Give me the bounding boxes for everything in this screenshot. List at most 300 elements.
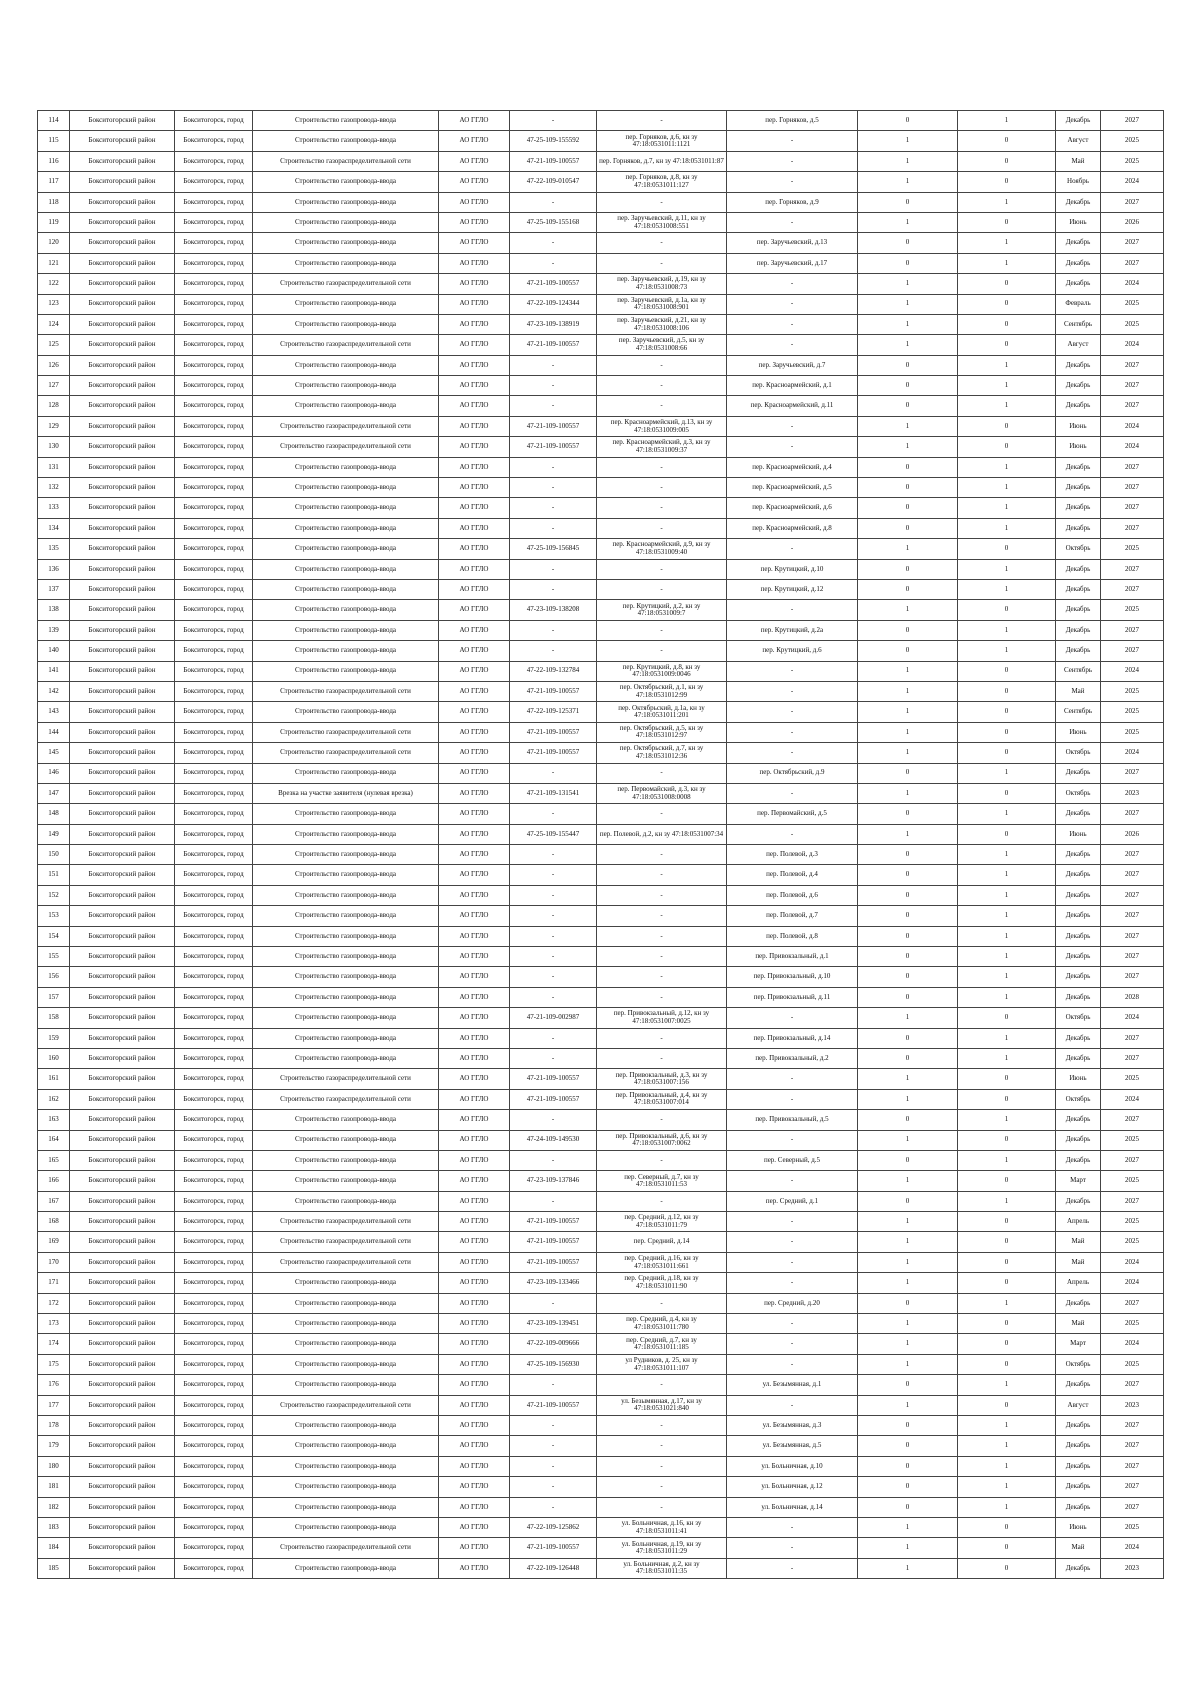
contract-number-cell: 47-21-109-100557	[510, 335, 597, 355]
count-planned-cell: 1	[958, 804, 1056, 824]
row-number: 130	[38, 437, 70, 457]
count-connected-cell: 1	[858, 1314, 958, 1334]
contract-number-cell: 47-21-109-100557	[510, 1089, 597, 1109]
settlement-cell: Бокситогорск, город	[175, 1212, 253, 1232]
year-cell: 2025	[1101, 1212, 1164, 1232]
year-cell: 2024	[1101, 437, 1164, 457]
count-connected-cell: 1	[858, 702, 958, 722]
year-cell: 2027	[1101, 1028, 1164, 1048]
count-connected-cell: 0	[858, 518, 958, 538]
work-type-cell: Строительство газопровода-ввода	[253, 947, 439, 967]
district-cell: Бокситогорский район	[70, 1314, 175, 1334]
connected-address-cell: пер. Горняков, д.6, кн зу 47:18:0531011:1121	[597, 131, 727, 151]
contract-number-cell: -	[510, 1375, 597, 1395]
organization-cell: АО ГГЛО	[439, 1558, 510, 1578]
count-planned-cell: 1	[958, 1477, 1056, 1497]
year-cell: 2026	[1101, 824, 1164, 844]
work-type-cell: Строительство газопровода-ввода	[253, 192, 439, 212]
district-cell: Бокситогорский район	[70, 253, 175, 273]
settlement-cell: Бокситогорск, город	[175, 1517, 253, 1537]
connected-address-cell: пер. Средний, д.14	[597, 1232, 727, 1252]
contract-number-cell: -	[510, 396, 597, 416]
settlement-cell: Бокситогорск, город	[175, 804, 253, 824]
connected-address-cell: пер. Крутицкий, д.2, кн зу 47:18:0531009:7	[597, 600, 727, 620]
planned-address-cell: -	[727, 172, 858, 192]
table-row	[38, 1375, 1164, 1395]
row-number: 145	[38, 743, 70, 763]
year-cell: 2027	[1101, 1293, 1164, 1313]
organization-cell: АО ГГЛО	[439, 967, 510, 987]
contract-number-cell: 47-21-109-100557	[510, 416, 597, 436]
connected-address-cell: пер. Горняков, д.8, кн зу 47:18:0531011:127	[597, 172, 727, 192]
organization-cell: АО ГГЛО	[439, 1293, 510, 1313]
settlement-cell: Бокситогорск, город	[175, 865, 253, 885]
settlement-cell: Бокситогорск, город	[175, 253, 253, 273]
work-type-cell: Строительство газопровода-ввода	[253, 376, 439, 396]
count-connected-cell: 0	[858, 1048, 958, 1068]
contract-number-cell: 47-24-109-149530	[510, 1130, 597, 1150]
contract-number-cell: -	[510, 885, 597, 905]
count-connected-cell: 0	[858, 865, 958, 885]
contract-number-cell: -	[510, 1293, 597, 1313]
district-cell: Бокситогорский район	[70, 1048, 175, 1068]
month-cell: Декабрь	[1056, 600, 1101, 620]
count-connected-cell: 1	[858, 661, 958, 681]
year-cell: 2027	[1101, 947, 1164, 967]
month-cell: Май	[1056, 1252, 1101, 1272]
count-planned-cell: 1	[958, 1150, 1056, 1170]
contract-number-cell: -	[510, 1150, 597, 1170]
count-connected-cell: 0	[858, 376, 958, 396]
count-planned-cell: 0	[958, 1273, 1056, 1293]
count-connected-cell: 0	[858, 233, 958, 253]
count-connected-cell: 1	[858, 274, 958, 294]
table-row	[38, 804, 1164, 824]
row-number: 124	[38, 314, 70, 334]
row-number: 150	[38, 845, 70, 865]
month-cell: Декабрь	[1056, 518, 1101, 538]
row-number: 160	[38, 1048, 70, 1068]
count-planned-cell: 0	[958, 1538, 1056, 1558]
connected-address-cell: -	[597, 763, 727, 783]
organization-cell: АО ГГЛО	[439, 355, 510, 375]
month-cell: Декабрь	[1056, 1477, 1101, 1497]
month-cell: Декабрь	[1056, 1497, 1101, 1517]
year-cell: 2024	[1101, 1334, 1164, 1354]
connected-address-cell: пер. Заручьевский, д.19, кн зу 47:18:0531008:73	[597, 274, 727, 294]
planned-address-cell: -	[727, 783, 858, 803]
work-type-cell: Строительство газопровода-ввода	[253, 804, 439, 824]
count-planned-cell: 0	[958, 539, 1056, 559]
table-row	[38, 1252, 1164, 1272]
district-cell: Бокситогорский район	[70, 294, 175, 314]
count-connected-cell: 0	[858, 1150, 958, 1170]
count-planned-cell: 1	[958, 457, 1056, 477]
count-connected-cell: 0	[858, 967, 958, 987]
year-cell: 2027	[1101, 763, 1164, 783]
planned-address-cell: ул. Безымянная, д.3	[727, 1416, 858, 1436]
planned-address-cell: пер. Привокзальный, д.10	[727, 967, 858, 987]
row-number: 185	[38, 1558, 70, 1578]
work-type-cell: Строительство газопровода-ввода	[253, 1375, 439, 1395]
count-connected-cell: 0	[858, 1110, 958, 1130]
row-number: 151	[38, 865, 70, 885]
organization-cell: АО ГГЛО	[439, 1048, 510, 1068]
contract-number-cell: 47-25-109-155592	[510, 131, 597, 151]
district-cell: Бокситогорский район	[70, 926, 175, 946]
count-planned-cell: 1	[958, 376, 1056, 396]
connected-address-cell: -	[597, 967, 727, 987]
row-number: 155	[38, 947, 70, 967]
connected-address-cell: пер. Средний, д.18, кн зу 47:18:0531011:90	[597, 1273, 727, 1293]
district-cell: Бокситогорский район	[70, 845, 175, 865]
work-type-cell: Строительство газопровода-ввода	[253, 1171, 439, 1191]
district-cell: Бокситогорский район	[70, 151, 175, 171]
contract-number-cell: -	[510, 498, 597, 518]
planned-address-cell: ул. Больничная, д.10	[727, 1456, 858, 1476]
count-planned-cell: 0	[958, 1334, 1056, 1354]
settlement-cell: Бокситогорск, город	[175, 1171, 253, 1191]
organization-cell: АО ГГЛО	[439, 172, 510, 192]
month-cell: Март	[1056, 1334, 1101, 1354]
contract-number-cell: -	[510, 1456, 597, 1476]
count-planned-cell: 1	[958, 233, 1056, 253]
count-connected-cell: 0	[858, 947, 958, 967]
table-row	[38, 151, 1164, 171]
table-row	[38, 661, 1164, 681]
row-number: 169	[38, 1232, 70, 1252]
count-connected-cell: 1	[858, 1130, 958, 1150]
organization-cell: АО ГГЛО	[439, 1456, 510, 1476]
organization-cell: АО ГГЛО	[439, 1436, 510, 1456]
organization-cell: АО ГГЛО	[439, 620, 510, 640]
year-cell: 2025	[1101, 1130, 1164, 1150]
month-cell: Декабрь	[1056, 906, 1101, 926]
connected-address-cell: -	[597, 1497, 727, 1517]
month-cell: Август	[1056, 131, 1101, 151]
planned-address-cell: пер. Средний, д.20	[727, 1293, 858, 1313]
month-cell: Октябрь	[1056, 1008, 1101, 1028]
settlement-cell: Бокситогорск, город	[175, 131, 253, 151]
organization-cell: АО ГГЛО	[439, 1110, 510, 1130]
district-cell: Бокситогорский район	[70, 355, 175, 375]
table-row	[38, 1273, 1164, 1293]
count-planned-cell: 1	[958, 1191, 1056, 1211]
district-cell: Бокситогорский район	[70, 579, 175, 599]
row-number: 146	[38, 763, 70, 783]
organization-cell: АО ГГЛО	[439, 885, 510, 905]
contract-number-cell: -	[510, 987, 597, 1007]
count-connected-cell: 1	[858, 824, 958, 844]
year-cell: 2024	[1101, 416, 1164, 436]
organization-cell: АО ГГЛО	[439, 478, 510, 498]
month-cell: Декабрь	[1056, 804, 1101, 824]
contract-number-cell: -	[510, 906, 597, 926]
district-cell: Бокситогорский район	[70, 457, 175, 477]
organization-cell: АО ГГЛО	[439, 376, 510, 396]
month-cell: Декабрь	[1056, 1191, 1101, 1211]
work-type-cell: Строительство газопровода-ввода	[253, 1517, 439, 1537]
year-cell: 2027	[1101, 620, 1164, 640]
work-type-cell: Строительство газопровода-ввода	[253, 906, 439, 926]
count-planned-cell: 0	[958, 1517, 1056, 1537]
count-connected-cell: 1	[858, 1354, 958, 1374]
month-cell: Декабрь	[1056, 1436, 1101, 1456]
row-number: 129	[38, 416, 70, 436]
contract-number-cell: 47-22-109-009666	[510, 1334, 597, 1354]
planned-address-cell: пер. Полевой, д.4	[727, 865, 858, 885]
organization-cell: АО ГГЛО	[439, 987, 510, 1007]
count-connected-cell: 1	[858, 681, 958, 701]
count-planned-cell: 1	[958, 396, 1056, 416]
row-number: 143	[38, 702, 70, 722]
organization-cell: АО ГГЛО	[439, 253, 510, 273]
month-cell: Декабрь	[1056, 396, 1101, 416]
settlement-cell: Бокситогорск, город	[175, 620, 253, 640]
contract-number-cell: -	[510, 253, 597, 273]
organization-cell: АО ГГЛО	[439, 1008, 510, 1028]
settlement-cell: Бокситогорск, город	[175, 1477, 253, 1497]
month-cell: Декабрь	[1056, 885, 1101, 905]
year-cell: 2027	[1101, 1110, 1164, 1130]
table-row	[38, 763, 1164, 783]
district-cell: Бокситогорский район	[70, 865, 175, 885]
work-type-cell: Строительство газопровода-ввода	[253, 1354, 439, 1374]
count-connected-cell: 0	[858, 1191, 958, 1211]
count-planned-cell: 0	[958, 416, 1056, 436]
work-type-cell: Строительство газопровода-ввода	[253, 1334, 439, 1354]
count-connected-cell: 0	[858, 906, 958, 926]
year-cell: 2025	[1101, 1517, 1164, 1537]
count-connected-cell: 1	[858, 1273, 958, 1293]
planned-address-cell: -	[727, 743, 858, 763]
contract-number-cell: -	[510, 926, 597, 946]
organization-cell: АО ГГЛО	[439, 457, 510, 477]
count-connected-cell: 1	[858, 1089, 958, 1109]
settlement-cell: Бокситогорск, город	[175, 1069, 253, 1089]
contract-number-cell: -	[510, 1028, 597, 1048]
settlement-cell: Бокситогорск, город	[175, 416, 253, 436]
row-number: 115	[38, 131, 70, 151]
planned-address-cell: -	[727, 294, 858, 314]
count-connected-cell: 1	[858, 437, 958, 457]
organization-cell: АО ГГЛО	[439, 824, 510, 844]
contract-number-cell: -	[510, 355, 597, 375]
count-connected-cell: 1	[858, 1334, 958, 1354]
year-cell: 2027	[1101, 1477, 1164, 1497]
work-type-cell: Строительство газопровода-ввода	[253, 1273, 439, 1293]
table-row	[38, 437, 1164, 457]
work-type-cell: Строительство газопровода-ввода	[253, 1293, 439, 1313]
district-cell: Бокситогорский район	[70, 1538, 175, 1558]
planned-address-cell: -	[727, 722, 858, 742]
settlement-cell: Бокситогорск, город	[175, 926, 253, 946]
settlement-cell: Бокситогорск, город	[175, 376, 253, 396]
planned-address-cell: пер. Заручьевский, д.7	[727, 355, 858, 375]
row-number: 161	[38, 1069, 70, 1089]
month-cell: Декабрь	[1056, 579, 1101, 599]
planned-address-cell: пер. Привокзальный, д.5	[727, 1110, 858, 1130]
year-cell: 2024	[1101, 1008, 1164, 1028]
year-cell: 2025	[1101, 600, 1164, 620]
contract-number-cell: -	[510, 111, 597, 131]
year-cell: 2027	[1101, 1497, 1164, 1517]
month-cell: Апрель	[1056, 1273, 1101, 1293]
contract-number-cell: 47-21-109-100557	[510, 151, 597, 171]
planned-address-cell: пер. Первомайский, д.5	[727, 804, 858, 824]
settlement-cell: Бокситогорск, город	[175, 722, 253, 742]
year-cell: 2025	[1101, 1314, 1164, 1334]
contract-number-cell: -	[510, 967, 597, 987]
planned-address-cell: пер. Привокзальный, д.11	[727, 987, 858, 1007]
district-cell: Бокситогорский район	[70, 987, 175, 1007]
table-row	[38, 416, 1164, 436]
work-type-cell: Строительство газораспределительной сети	[253, 1252, 439, 1272]
count-planned-cell: 1	[958, 1456, 1056, 1476]
connected-address-cell: пер. Заручьевский, д.1а, кн зу 47:18:0531008:901	[597, 294, 727, 314]
year-cell: 2027	[1101, 559, 1164, 579]
planned-address-cell: пер. Красноармейский, д.6	[727, 498, 858, 518]
connected-address-cell: -	[597, 1416, 727, 1436]
row-number: 163	[38, 1110, 70, 1130]
row-number: 121	[38, 253, 70, 273]
row-number: 137	[38, 579, 70, 599]
work-type-cell: Строительство газопровода-ввода	[253, 702, 439, 722]
district-cell: Бокситогорский район	[70, 1110, 175, 1130]
count-connected-cell: 0	[858, 926, 958, 946]
row-number: 183	[38, 1517, 70, 1537]
organization-cell: АО ГГЛО	[439, 111, 510, 131]
organization-cell: АО ГГЛО	[439, 498, 510, 518]
work-type-cell: Врезка на участке заявителя (нулевая врезка)	[253, 783, 439, 803]
table-row	[38, 376, 1164, 396]
year-cell: 2024	[1101, 661, 1164, 681]
table-row	[38, 355, 1164, 375]
settlement-cell: Бокситогорск, город	[175, 1314, 253, 1334]
contract-number-cell: -	[510, 641, 597, 661]
count-connected-cell: 1	[858, 722, 958, 742]
count-planned-cell: 1	[958, 579, 1056, 599]
contract-number-cell: -	[510, 579, 597, 599]
row-number: 172	[38, 1293, 70, 1313]
contract-number-cell: -	[510, 1436, 597, 1456]
month-cell: Сентябрь	[1056, 661, 1101, 681]
organization-cell: АО ГГЛО	[439, 865, 510, 885]
table-row	[38, 1497, 1164, 1517]
settlement-cell: Бокситогорск, город	[175, 233, 253, 253]
count-planned-cell: 1	[958, 1028, 1056, 1048]
year-cell: 2027	[1101, 967, 1164, 987]
row-number: 133	[38, 498, 70, 518]
settlement-cell: Бокситогорск, город	[175, 967, 253, 987]
settlement-cell: Бокситогорск, город	[175, 1375, 253, 1395]
count-connected-cell: 1	[858, 1252, 958, 1272]
settlement-cell: Бокситогорск, город	[175, 1558, 253, 1578]
settlement-cell: Бокситогорск, город	[175, 396, 253, 416]
connected-address-cell: пер. Заручьевский, д.11, кн зу 47:18:0531008:551	[597, 212, 727, 232]
connected-address-cell: -	[597, 865, 727, 885]
district-cell: Бокситогорский район	[70, 1497, 175, 1517]
table-row	[38, 1334, 1164, 1354]
year-cell: 2027	[1101, 885, 1164, 905]
connected-address-cell: пер. Октябрьский, д.5, кн зу 47:18:0531012:97	[597, 722, 727, 742]
district-cell: Бокситогорский район	[70, 641, 175, 661]
count-planned-cell: 0	[958, 314, 1056, 334]
settlement-cell: Бокситогорск, город	[175, 498, 253, 518]
planned-address-cell: пер. Заручьевский, д.17	[727, 253, 858, 273]
district-cell: Бокситогорский район	[70, 1293, 175, 1313]
row-number: 154	[38, 926, 70, 946]
year-cell: 2023	[1101, 783, 1164, 803]
district-cell: Бокситогорский район	[70, 1456, 175, 1476]
count-planned-cell: 0	[958, 1130, 1056, 1150]
planned-address-cell: -	[727, 416, 858, 436]
connected-address-cell: пер. Северный, д.7, кн зу 47:18:0531011:53	[597, 1171, 727, 1191]
table-body	[38, 111, 1164, 1579]
organization-cell: АО ГГЛО	[439, 1375, 510, 1395]
connected-address-cell: пер. Средний, д.4, кн зу 47:18:0531011:780	[597, 1314, 727, 1334]
row-number: 148	[38, 804, 70, 824]
year-cell: 2024	[1101, 172, 1164, 192]
planned-address-cell: пер. Красноармейский, д.1	[727, 376, 858, 396]
settlement-cell: Бокситогорск, город	[175, 212, 253, 232]
work-type-cell: Строительство газораспределительной сети	[253, 722, 439, 742]
year-cell: 2025	[1101, 131, 1164, 151]
organization-cell: АО ГГЛО	[439, 151, 510, 171]
year-cell: 2024	[1101, 1273, 1164, 1293]
settlement-cell: Бокситогорск, город	[175, 1008, 253, 1028]
contract-number-cell: 47-22-109-132784	[510, 661, 597, 681]
table-row	[38, 1558, 1164, 1578]
row-number: 182	[38, 1497, 70, 1517]
settlement-cell: Бокситогорск, город	[175, 783, 253, 803]
work-type-cell: Строительство газораспределительной сети	[253, 1089, 439, 1109]
organization-cell: АО ГГЛО	[439, 437, 510, 457]
year-cell: 2024	[1101, 335, 1164, 355]
settlement-cell: Бокситогорск, город	[175, 1110, 253, 1130]
count-connected-cell: 0	[858, 111, 958, 131]
count-planned-cell: 0	[958, 1314, 1056, 1334]
contract-number-cell: 47-21-109-100557	[510, 1069, 597, 1089]
organization-cell: АО ГГЛО	[439, 702, 510, 722]
row-number: 167	[38, 1191, 70, 1211]
district-cell: Бокситогорский район	[70, 478, 175, 498]
settlement-cell: Бокситогорск, город	[175, 1334, 253, 1354]
year-cell: 2027	[1101, 396, 1164, 416]
settlement-cell: Бокситогорск, город	[175, 1273, 253, 1293]
row-number: 122	[38, 274, 70, 294]
row-number: 158	[38, 1008, 70, 1028]
year-cell: 2028	[1101, 987, 1164, 1007]
settlement-cell: Бокситогорск, город	[175, 539, 253, 559]
count-planned-cell: 1	[958, 1436, 1056, 1456]
month-cell: Декабрь	[1056, 1110, 1101, 1130]
work-type-cell: Строительство газораспределительной сети	[253, 437, 439, 457]
year-cell: 2027	[1101, 111, 1164, 131]
table-row	[38, 885, 1164, 905]
planned-address-cell: пер. Горняков, д.5	[727, 111, 858, 131]
district-cell: Бокситогорский район	[70, 335, 175, 355]
year-cell: 2025	[1101, 722, 1164, 742]
month-cell: Декабрь	[1056, 1416, 1101, 1436]
planned-address-cell: пер. Крутицкий, д.2а	[727, 620, 858, 640]
contract-number-cell: 47-25-109-155168	[510, 212, 597, 232]
connected-address-cell: ул Рудников, д. 25, кн зу 47:18:0531011:107	[597, 1354, 727, 1374]
settlement-cell: Бокситогорск, город	[175, 906, 253, 926]
month-cell: Декабрь	[1056, 620, 1101, 640]
work-type-cell: Строительство газораспределительной сети	[253, 416, 439, 436]
organization-cell: АО ГГЛО	[439, 1028, 510, 1048]
